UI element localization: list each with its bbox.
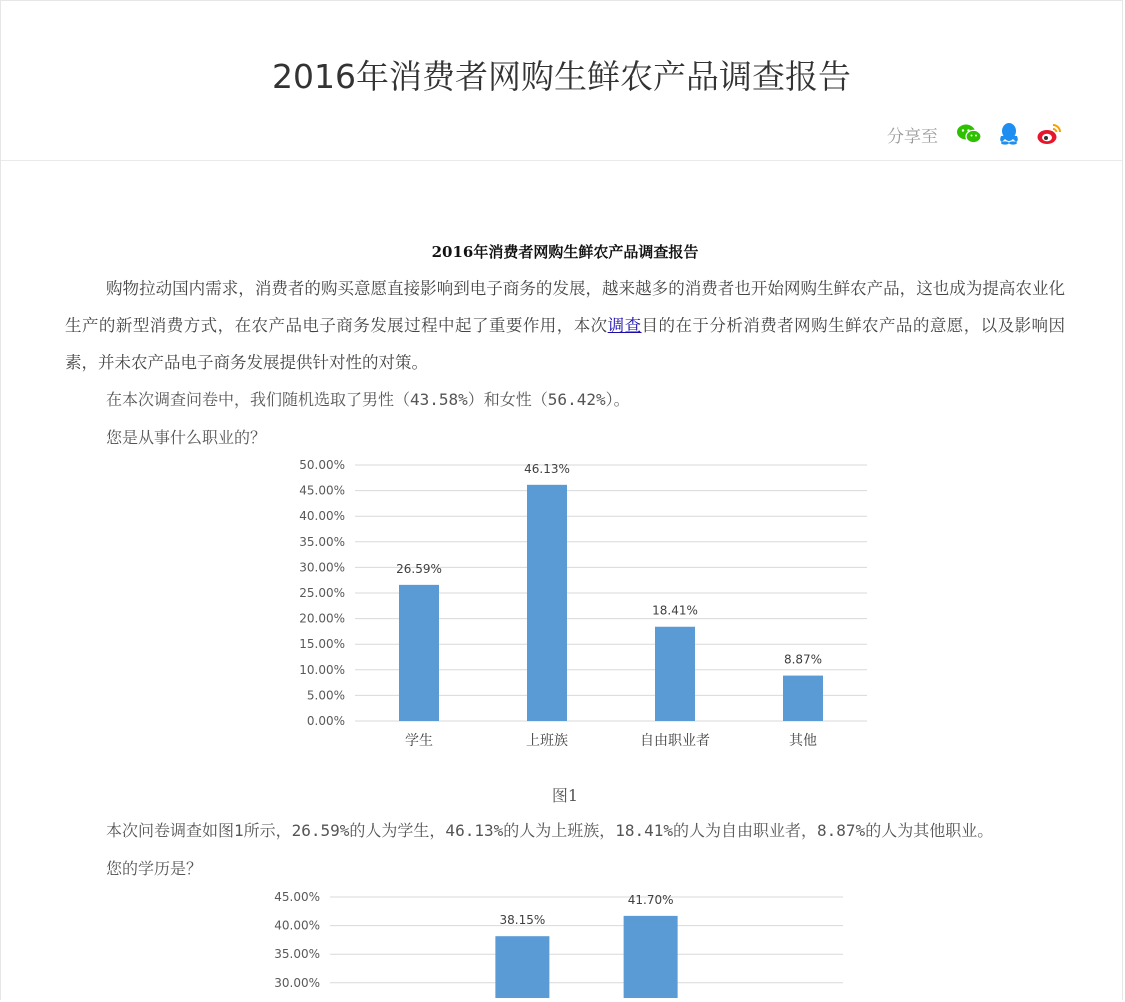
- y-tick-label: 40.00%: [274, 918, 320, 933]
- page-header: [1, 1, 1122, 161]
- y-tick-label: 35.00%: [299, 534, 345, 549]
- page-title: 2016年消费者网购生鲜农产品调查报告: [272, 57, 851, 96]
- share-label: 分享至: [887, 126, 938, 147]
- x-tick-label: 其他: [789, 733, 817, 749]
- weibo-icon[interactable]: [1036, 121, 1062, 147]
- article-body: [65, 241, 1065, 1002]
- data-label: 8.87%: [783, 652, 823, 667]
- data-label: 18.41%: [652, 603, 698, 618]
- intro-paragraph: [65, 270, 1065, 381]
- data-label: 26.59%: [396, 561, 442, 576]
- x-tick-label: 上班族: [526, 733, 568, 749]
- data-label: 46.13%: [524, 461, 570, 476]
- article-title: 2016年消费者网购生鲜农产品调查报告: [431, 243, 699, 261]
- question-education: 您的学历是？: [106, 859, 203, 878]
- bar: [495, 936, 549, 998]
- survey-link[interactable]: 调查: [607, 316, 642, 335]
- occupation-chart: [65, 457, 1065, 781]
- education-chart: [65, 888, 1065, 1002]
- bar: [527, 485, 567, 721]
- y-tick-label: 40.00%: [299, 509, 345, 524]
- qq-icon[interactable]: [996, 121, 1022, 147]
- y-tick-label: 45.00%: [299, 483, 345, 498]
- data-label: 41.70%: [627, 892, 674, 907]
- occupation-bar-chart: [65, 457, 1065, 777]
- y-tick-label: 30.00%: [299, 560, 345, 575]
- y-tick-label: 45.00%: [274, 890, 320, 904]
- y-tick-label: 0.00%: [306, 714, 345, 728]
- y-tick-label: 20.00%: [299, 611, 345, 626]
- intro-text-1: 购物拉动国内需求，消费者的购买意愿直接影响到电子商务的发展，越来越多的消费者也开始网购生鲜农产品，这也成为提高农业化生产的新型消费方式，在农产品电子商务发展过程中起了重要作用，本次: [65, 279, 1065, 335]
- figure1-summary: 本次问卷调查如图1所示，26.59%的人为学生，46.13%的人为上班族，18.41%的人为自由职业者，8.87%的人为其他职业。: [106, 821, 994, 840]
- question-occupation: 您是从事什么职业的？: [106, 428, 267, 447]
- x-tick-label: 学生: [405, 733, 433, 749]
- y-tick-label: 10.00%: [299, 662, 345, 677]
- y-tick-label: 25.00%: [299, 586, 345, 600]
- y-tick-label: 30.00%: [274, 975, 320, 990]
- y-tick-label: 35.00%: [274, 947, 320, 962]
- y-tick-label: 15.00%: [299, 637, 345, 652]
- wechat-icon[interactable]: [956, 121, 982, 147]
- bar: [655, 627, 695, 721]
- share-bar: [887, 121, 1062, 147]
- bar: [624, 916, 678, 998]
- bar: [783, 676, 823, 721]
- x-tick-label: 自由职业者: [640, 733, 710, 749]
- bar: [399, 585, 439, 721]
- y-tick-label: 5.00%: [306, 688, 345, 703]
- data-label: 38.15%: [499, 913, 546, 928]
- figure-caption: 图1: [551, 786, 579, 805]
- education-bar-chart: [65, 888, 1065, 998]
- gender-line: 在本次调查问卷中，我们随机选取了男性（43.58%）和女性（56.42%）。: [106, 390, 630, 409]
- y-tick-label: 50.00%: [299, 458, 345, 472]
- intro-text-2: 目的在于分析消费者网购生鲜农产品的意愿，以及影响因素，并未农产品电子商务发展提供针对性的对策。: [65, 316, 1066, 372]
